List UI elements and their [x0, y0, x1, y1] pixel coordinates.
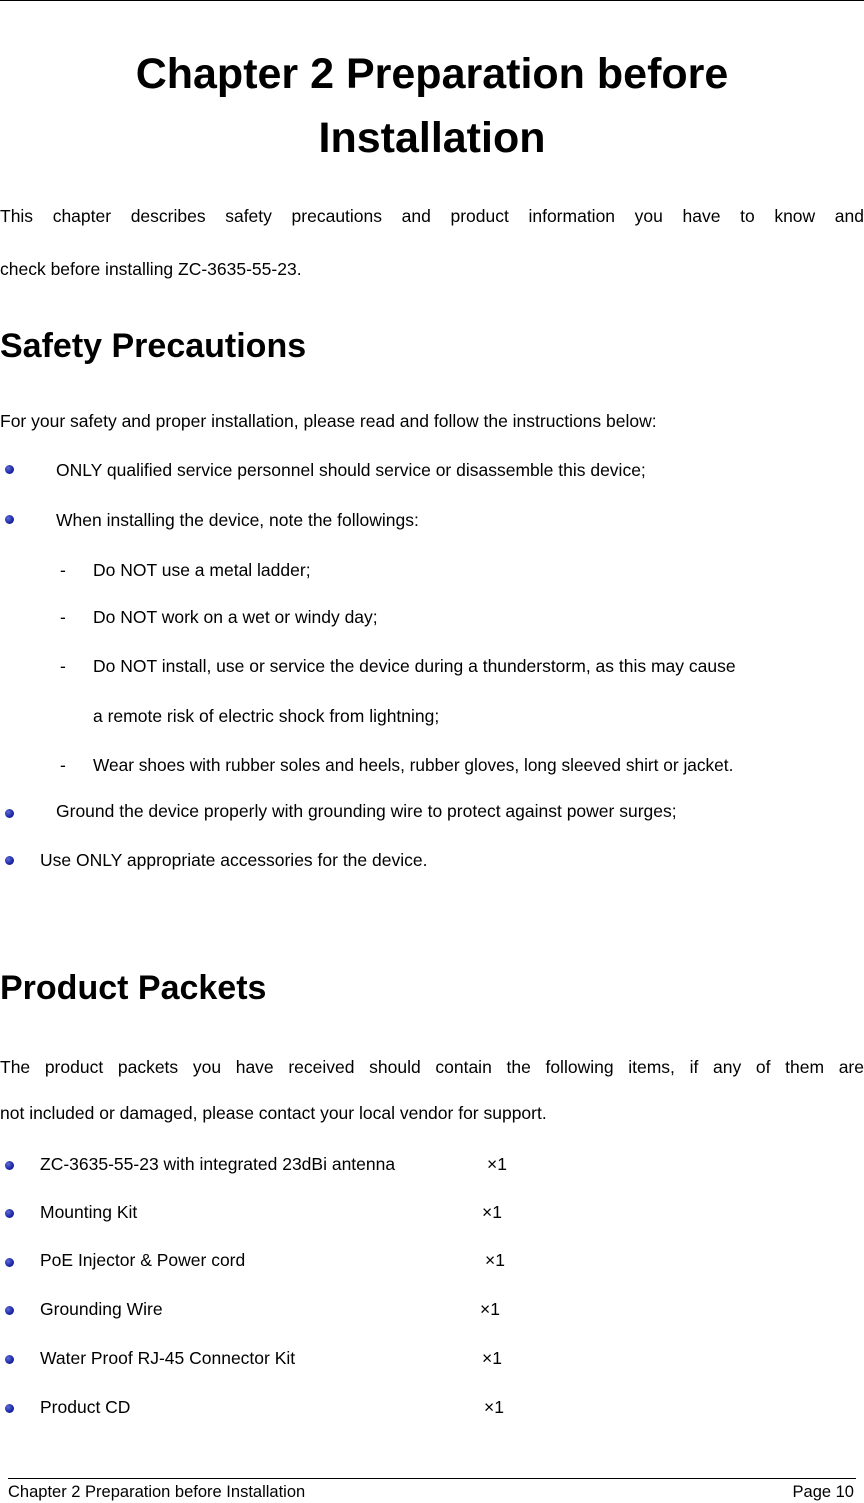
packet-item-name: ZC-3635-55-23 with integrated 23dBi antenna — [40, 1154, 396, 1174]
safety-sub-item-1: Do NOT use a metal ladder; — [93, 560, 311, 580]
page-number: Page 10 — [792, 1483, 854, 1501]
safety-bullet-3: Ground the device properly with grounding wire to protect against power surges; — [56, 801, 677, 821]
bullet-icon — [5, 1306, 14, 1315]
bullet-icon — [5, 1258, 14, 1267]
safety-sub-item-3-cont: a remote risk of electric shock from lightning; — [93, 706, 440, 726]
packet-item-qty: ×1 — [484, 1397, 504, 1417]
safety-sub-item-3: Do NOT install, use or service the device during a thunderstorm, as this may cause — [93, 656, 736, 676]
safety-bullet-2: When installing the device, note the followings: — [56, 510, 419, 530]
bullet-icon — [5, 1209, 14, 1218]
safety-sub-item-2: Do NOT work on a wet or windy day; — [93, 607, 378, 627]
bullet-icon — [5, 1404, 14, 1413]
intro-line1: This chapter describes safety precautions and product information you have to know and — [0, 206, 864, 226]
chapter-title-line2: Installation — [318, 114, 546, 162]
safety-lead: For your safety and proper installation, please read and follow the instructions below: — [0, 411, 657, 431]
packet-item-qty: ×1 — [487, 1154, 507, 1174]
section-heading-safety: Safety Precautions — [0, 327, 307, 365]
bullet-icon — [5, 1355, 14, 1364]
safety-bullet-4: Use ONLY appropriate accessories for the device. — [40, 850, 428, 870]
packet-item-qty: ×1 — [482, 1202, 502, 1222]
dash-marker: - — [60, 607, 66, 627]
chapter-title-line1: Chapter 2 Preparation before — [135, 50, 729, 98]
bullet-icon — [5, 856, 14, 865]
safety-sub-item-4: Wear shoes with rubber soles and heels, rubber gloves, long sleeved shirt or jacket. — [93, 755, 734, 775]
packet-item-qty: ×1 — [485, 1250, 505, 1270]
packet-item-name: PoE Injector & Power cord — [40, 1250, 246, 1270]
packet-item-qty: ×1 — [480, 1299, 500, 1319]
packet-item-name: Grounding Wire — [40, 1299, 163, 1319]
packet-item-name: Product CD — [40, 1397, 131, 1417]
bullet-icon — [5, 809, 14, 818]
footer-rule — [8, 1478, 856, 1479]
packet-item-name: Water Proof RJ-45 Connector Kit — [40, 1348, 296, 1368]
bullet-icon — [5, 1161, 14, 1170]
packet-item-qty: ×1 — [482, 1348, 502, 1368]
top-rule — [0, 0, 864, 1]
bullet-icon — [5, 465, 14, 474]
dash-marker: - — [60, 560, 66, 580]
packet-item-name: Mounting Kit — [40, 1202, 138, 1222]
packets-lead-line2: not included or damaged, please contact your local vendor for support. — [0, 1103, 547, 1123]
dash-marker: - — [60, 656, 66, 676]
section-heading-packets: Product Packets — [0, 969, 267, 1007]
intro-line2: check before installing ZC-3635-55-23. — [0, 259, 302, 279]
safety-bullet-1: ONLY qualified service personnel should service or disassemble this device; — [56, 460, 646, 480]
bullet-icon — [5, 515, 14, 524]
packets-lead-line1: The product packets you have received should contain the following items, if any of them are — [0, 1057, 864, 1077]
chapter-title — [0, 42, 864, 170]
dash-marker: - — [60, 755, 66, 775]
footer-chapter-title: Chapter 2 Preparation before Installation — [8, 1483, 306, 1501]
